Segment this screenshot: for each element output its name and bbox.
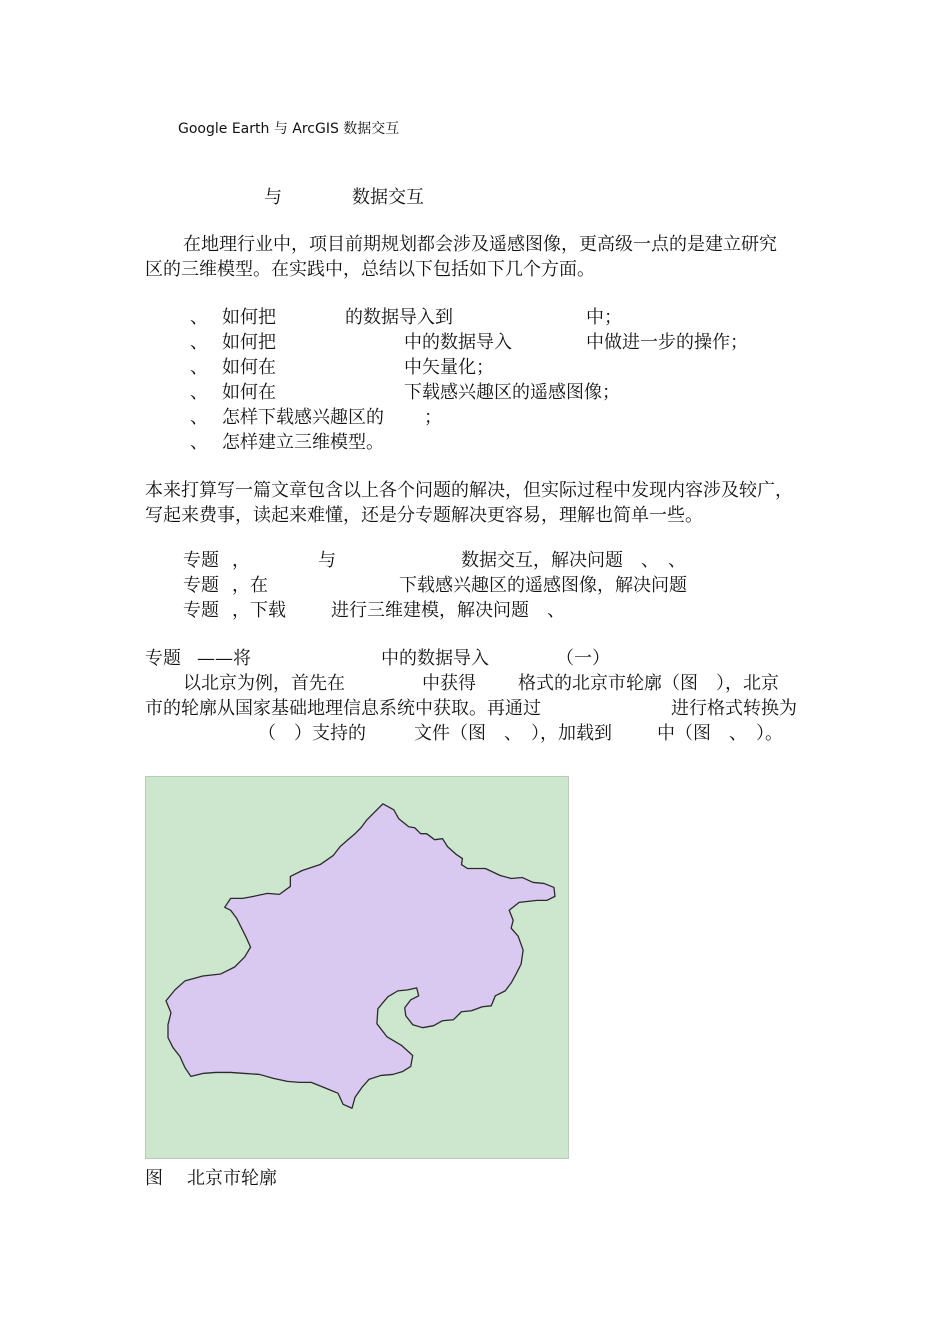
figure-caption-label: 图 — [145, 1168, 163, 1189]
list-text: 如何在 — [222, 382, 276, 403]
list-text: 怎样下载感兴趣区的 — [222, 407, 384, 428]
topic-1-heading: 专题 — [145, 648, 181, 669]
list-mark: 、 — [190, 407, 208, 428]
figure-caption-text: 北京市轮廓 — [187, 1168, 277, 1189]
list-text: 的数据导入到 — [345, 307, 453, 328]
topic-text: 专题 — [183, 600, 219, 621]
topic-1-text: 格式的北京市轮廓（图 ），北京 — [518, 673, 779, 694]
title-part-2: 数据交互 — [352, 187, 424, 208]
intro-line-1: 在地理行业中，项目前期规划都会涉及遥感图像，更高级一点的是建立研究 — [183, 234, 777, 255]
topic-text: ， — [232, 550, 250, 571]
list-mark: 、 — [190, 332, 208, 353]
topic-1-text: 进行格式转换为 — [671, 698, 797, 719]
topic-1-text: 中（图 、 ）。 — [657, 723, 783, 744]
beijing-boundary-shape — [166, 804, 555, 1108]
intro-line-2: 区的三维模型。在实践中，总结以下包括如下几个方面。 — [145, 259, 595, 280]
topic-text: 数据交互，解决问题 、 、 — [461, 550, 686, 571]
paragraph-2-line-1: 本来打算写一篇文章包含以上各个问题的解决，但实际过程中发现内容涉及较广， — [145, 480, 793, 501]
list-mark: 、 — [190, 357, 208, 378]
topic-1-text: （ ）支持的 — [258, 723, 366, 744]
topic-1-text: 以北京为例，首先在 — [183, 673, 345, 694]
list-text: 如何把 — [222, 307, 276, 328]
list-text: 如何把 — [222, 332, 276, 353]
list-text: 中矢量化； — [404, 357, 494, 378]
list-text: 如何在 — [222, 357, 276, 378]
list-mark: 、 — [190, 382, 208, 403]
topic-text: 下载感兴趣区的遥感图像，解决问题 — [399, 575, 687, 596]
topic-text: 进行三维建模，解决问题 、 — [331, 600, 565, 621]
topic-1-heading: ——将 — [197, 648, 251, 669]
topic-text: 专题 — [183, 550, 219, 571]
list-mark: 、 — [190, 307, 208, 328]
topic-text: ，下载 — [232, 600, 286, 621]
paragraph-2-line-2: 写起来费事，读起来难懂，还是分专题解决更容易，理解也简单一些。 — [145, 505, 703, 526]
beijing-outline-map — [146, 777, 568, 1158]
list-text: 下载感兴趣区的遥感图像； — [404, 382, 620, 403]
page-header: Google Earth 与 ArcGIS 数据交互 — [178, 121, 400, 137]
list-text: 中的数据导入 — [404, 332, 512, 353]
topic-text: 专题 — [183, 575, 219, 596]
list-text: 中做进一步的操作； — [586, 332, 748, 353]
list-text: 中； — [586, 307, 622, 328]
topic-1-heading: （一） — [556, 648, 610, 669]
list-text: 怎样建立三维模型。 — [222, 432, 384, 453]
topic-text: 与 — [318, 550, 336, 571]
topic-1-text: 中获得 — [422, 673, 476, 694]
list-text: ； — [424, 407, 442, 428]
topic-text: ，在 — [232, 575, 268, 596]
topic-1-heading: 中的数据导入 — [381, 648, 489, 669]
beijing-outline-figure — [145, 776, 569, 1159]
title-part-1: 与 — [264, 187, 282, 208]
topic-1-text: 文件（图 、 ），加载到 — [414, 723, 612, 744]
list-mark: 、 — [190, 432, 208, 453]
topic-1-text: 市的轮廓从国家基础地理信息系统中获取。再通过 — [145, 698, 541, 719]
